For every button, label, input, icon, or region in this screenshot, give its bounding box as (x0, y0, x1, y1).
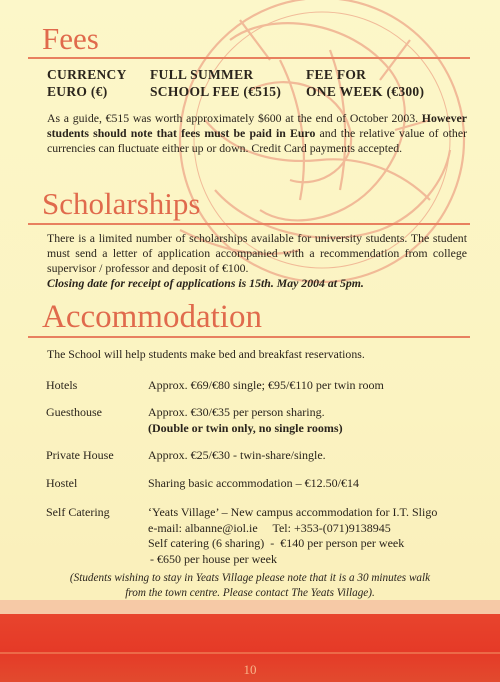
fee-col-currency-line2: EURO (€) (47, 84, 108, 99)
fee-col-full-summer-line1: FULL SUMMER (150, 67, 254, 82)
scholarships-heading-rule (28, 223, 470, 225)
fee-col-full-summer (150, 66, 281, 100)
bottom-light-band (0, 600, 500, 614)
accommodation-label-hostel: Hostel (46, 476, 78, 490)
self-catering-line2: e-mail: albanne@iol.ie Tel: +353-(071)9138945 (148, 520, 391, 535)
fees-guide-bold: However students should note that fees must be paid in Euro (47, 111, 467, 140)
yeats-village-note-line2: from the town centre. Please contact The Yeats Village). (125, 586, 375, 599)
fee-col-one-week (306, 66, 424, 100)
accommodation-label-hotels: Hotels (46, 378, 78, 392)
accommodation-value-self-catering (148, 505, 437, 567)
accommodation-value-hotels (148, 378, 384, 394)
accommodation-heading-rule (28, 336, 470, 338)
fee-col-full-summer-line2: SCHOOL FEE (€515) (150, 84, 282, 99)
self-catering-line3: Self catering (6 sharing) - €140 per person per week (148, 536, 405, 550)
accommodation-label-guesthouse: Guesthouse (46, 405, 102, 419)
fee-col-one-week-line1: FEE FOR (306, 67, 367, 82)
fee-col-currency (47, 66, 127, 100)
hostel-line: Sharing basic accommodation – €12.50/€14 (148, 476, 359, 490)
yeats-village-note (40, 571, 460, 600)
accommodation-value-private-house (148, 448, 326, 464)
fee-col-currency-line1: CURRENCY (47, 67, 127, 82)
private-house-line: Approx. €25/€30 - twin-share/single. (148, 448, 326, 462)
bottom-red-stripe (0, 652, 500, 654)
accommodation-value-hostel (148, 476, 359, 492)
yeats-village-note-line1: (Students wishing to stay in Yeats Village please note that it is a 30 minutes walk (69, 572, 431, 584)
scholarships-paragraph (47, 231, 467, 291)
accommodation-intro: The School will help students make bed and breakfast reservations. (47, 347, 365, 361)
self-catering-line1: ‘Yeats Village’ – New campus accommodation for I.T. Sligo (148, 505, 438, 519)
accommodation-heading: Accommodation (42, 299, 262, 335)
accommodation-label-self-catering: Self Catering (46, 505, 110, 519)
accommodation-label-private-house: Private House (46, 448, 114, 462)
fee-col-one-week-line2: ONE WEEK (€300) (306, 84, 425, 99)
fees-guide-rest: and the relative value of other currencies can fluctuate either up or down. Credit Card payments accepted. (47, 126, 467, 155)
fees-heading: Fees (42, 21, 99, 56)
fees-heading-rule (28, 57, 470, 59)
fees-guide-line1: As a guide, €515 was worth approximately $600 at the end of October 2003. (47, 111, 419, 125)
guesthouse-bold-line: (Double or twin only, no single rooms) (148, 420, 343, 435)
accommodation-value-guesthouse (148, 405, 343, 436)
fees-guide-paragraph (47, 111, 467, 156)
hotels-line: Approx. €69/€80 single; €95/€110 per twin room (148, 378, 384, 392)
page-number: 10 (243, 662, 257, 677)
self-catering-line4: - €650 per house per week (150, 551, 277, 566)
scholarships-heading: Scholarships (42, 186, 201, 221)
scholarships-closing-date: Closing date for receipt of applications is 15th. May 2004 at 5pm. (47, 276, 364, 290)
guesthouse-line: Approx. €30/€35 per person sharing. (148, 405, 325, 419)
scholarships-text: There is a limited number of scholarships available for university students. The student must send a letter of application accompanied with a recommendation from college supervisor / professor and deposit of €100. (47, 231, 467, 275)
